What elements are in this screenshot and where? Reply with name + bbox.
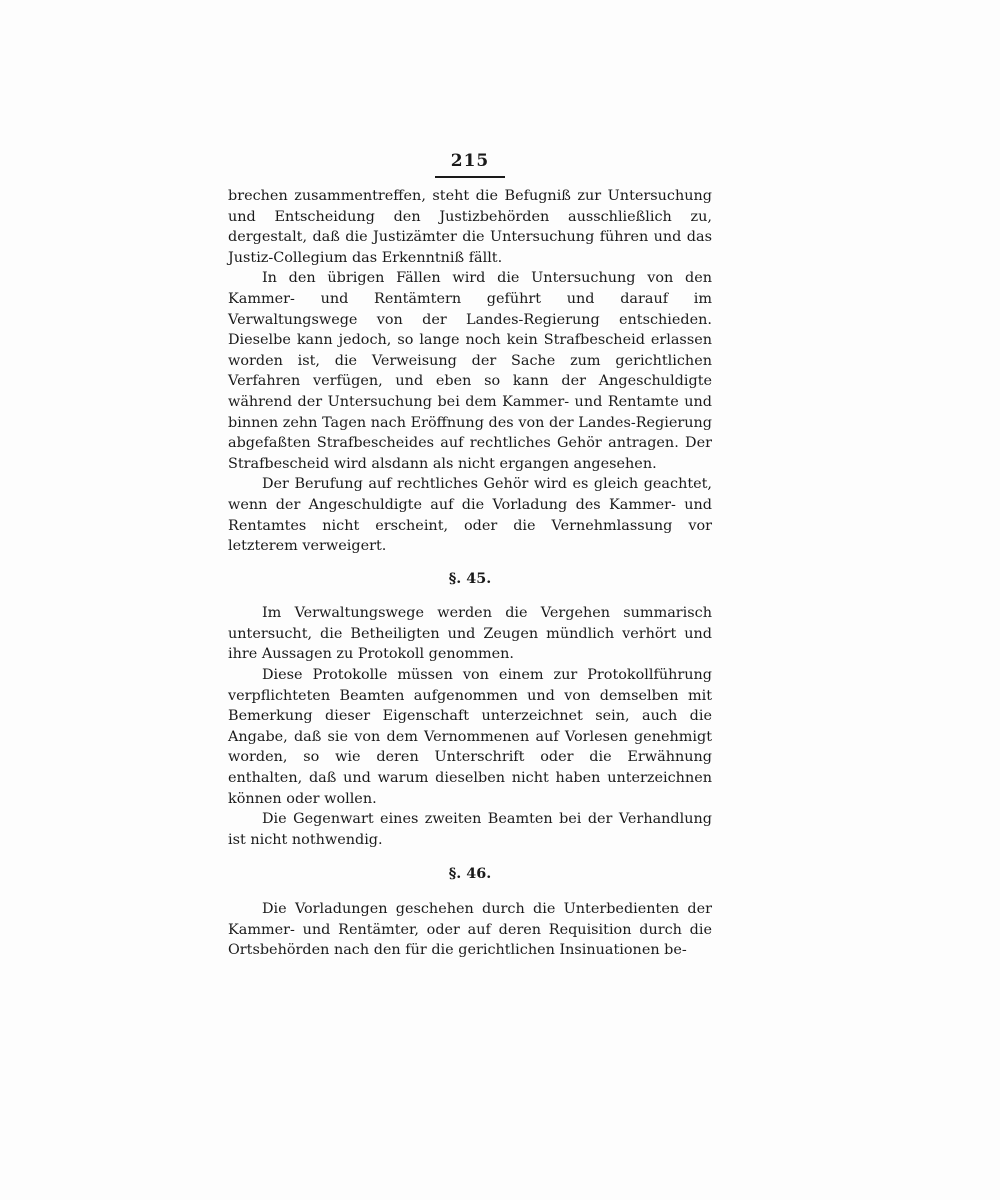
section-45-heading: §. 45.: [448, 569, 492, 587]
paragraph-continuation: brechen zusammentreffen, steht die Befugniß zur Untersuchung und Entscheidung den Justizbehörden ausschließlich zu, dergestalt, daß die Justizämter die Untersuchung führen und das Justiz-Collegium das Erkenntniß fällt.: [228, 188, 712, 266]
section-46-heading: §. 46.: [448, 865, 492, 883]
section-46-paragraph: Die Vorladungen geschehen durch die Unterbedienten der Kammer- und Rentämter, oder auf deren Requisition durch die Ortsbehörden nach den für die gerichtlichen Insinuationen be-: [228, 901, 712, 959]
section-45-paragraph: Im Verwaltungswege werden die Vergehen summarisch untersucht, die Betheiligten und Zeugen mündlich verhört und ihre Aussagen zu Protokoll genommen.: [228, 605, 712, 663]
page-number-rule: [435, 176, 505, 178]
section-45-paragraph: Diese Protokolle müssen von einem zur Protokollführung verpflichteten Beamten aufgenommen und von demselben mit Bemerkung dieser Eigenschaft unterzeichnet sein, auch die Angabe, daß sie von dem Vernommenen auf Vorlesen genehmigt worden, so wie deren Unterschrift oder die Erwähnung enthalten, daß und warum dieselben nicht haben unterzeichnen können oder wollen.: [228, 667, 712, 807]
paragraph-appeal: Der Berufung auf rechtliches Gehör wird es gleich geachtet, wenn der Angeschuldigte auf die Vorladung des Kammer- und Rentamtes nicht erscheint, oder die Vernehmlassung vor letzterem verweigert.: [228, 476, 712, 555]
page-number: 215: [450, 151, 490, 171]
paragraph-other-cases: In den übrigen Fällen wird die Untersuchung von den Kammer- und Rentämtern geführt und darauf im Verwaltungswege von der Landes-Regierung entschieden. Dieselbe kann jedoch, so lange noch kein Strafbescheid erlassen worden ist, die Verweisung der Sache zum gerichtlichen Verfahren verfügen, und eben so kann der Angeschuldigte während der Untersuchung bei dem Kammer- und Rentamte und binnen zehn Tagen nach Eröffnung des von der Landes-Regierung abgefaßten Strafbescheides auf rechtliches Gehör antragen. Der Strafbescheid wird alsdann als nicht ergangen angesehen.: [228, 270, 712, 472]
page-text-block: [228, 150, 712, 961]
section-45-paragraph: Die Gegenwart eines zweiten Beamten bei der Verhandlung ist nicht nothwendig.: [228, 811, 712, 848]
